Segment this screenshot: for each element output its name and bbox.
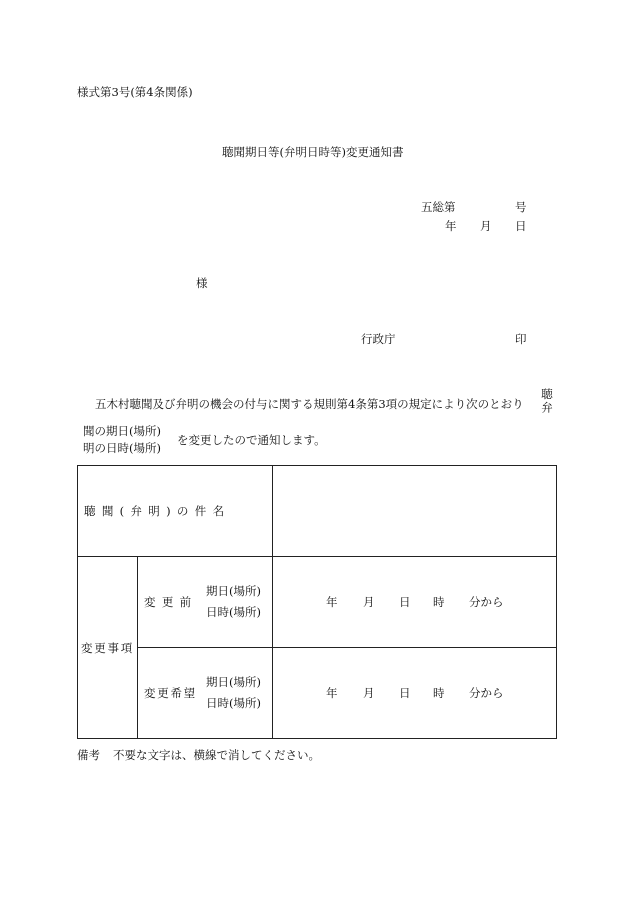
before-option-stack bbox=[206, 581, 261, 624]
date-year-label: 年 bbox=[445, 219, 457, 233]
before-label: 変更前 bbox=[144, 595, 198, 609]
case-name-label: 聴聞(弁明)の件名 bbox=[84, 504, 231, 518]
change-items-label: 変更事項 bbox=[81, 640, 134, 655]
body-choice-bottom: 明の日時(場所) bbox=[83, 441, 161, 455]
body-vertical-choice: 聴弁 bbox=[540, 388, 554, 415]
desired-option-stack bbox=[206, 672, 261, 715]
desired-label: 変更希望 bbox=[144, 686, 197, 700]
before-day-label: 日 bbox=[399, 595, 411, 609]
footnote-label: 備考 bbox=[77, 748, 100, 762]
desired-month-label: 月 bbox=[363, 686, 375, 700]
before-year-label: 年 bbox=[326, 595, 338, 609]
desired-datetime-cell bbox=[273, 648, 557, 739]
desired-hour-label: 時 bbox=[433, 686, 445, 700]
desired-minute-label: 分から bbox=[469, 686, 504, 700]
before-option-top: 期日(場所) bbox=[206, 583, 261, 598]
seal-mark: 印 bbox=[515, 332, 527, 346]
body-line-1: 五木村聴聞及び弁明の機会の付与に関する規則第4条第3項の規定により次のとおり bbox=[95, 397, 524, 411]
date-month-label: 月 bbox=[480, 219, 492, 233]
form-number: 様式第3号(第4条関係) bbox=[77, 85, 193, 99]
body-choice-top: 聞の期日(場所) bbox=[83, 424, 161, 438]
before-minute-label: 分から bbox=[469, 595, 504, 609]
footnote-text: 不要な文字は、横線で消してください。 bbox=[113, 748, 320, 762]
reference-number-prefix: 五総第 bbox=[421, 200, 456, 214]
reference-number-suffix: 号 bbox=[515, 200, 527, 214]
before-month-label: 月 bbox=[363, 595, 375, 609]
desired-option-bottom: 日時(場所) bbox=[206, 696, 261, 710]
before-label-cell bbox=[138, 557, 273, 648]
date-day-label: 日 bbox=[515, 219, 527, 233]
change-items-label-cell bbox=[78, 557, 138, 739]
change-details-table bbox=[77, 465, 557, 739]
before-datetime-cell bbox=[273, 557, 557, 648]
desired-day-label: 日 bbox=[399, 686, 411, 700]
case-name-value-cell bbox=[273, 466, 557, 557]
before-hour-label: 時 bbox=[433, 595, 445, 609]
desired-year-label: 年 bbox=[326, 686, 338, 700]
before-option-bottom: 日時(場所) bbox=[206, 605, 261, 619]
addressee-honorific: 様 bbox=[196, 276, 208, 290]
sender-agency: 行政庁 bbox=[361, 332, 396, 346]
body-line-2-end: を変更したので通知します。 bbox=[177, 433, 326, 447]
case-name-label-cell bbox=[78, 466, 273, 557]
desired-label-cell bbox=[138, 648, 273, 739]
document-title: 聴聞期日等(弁明日時等)変更通知書 bbox=[222, 145, 404, 159]
desired-option-top: 期日(場所) bbox=[206, 674, 261, 689]
